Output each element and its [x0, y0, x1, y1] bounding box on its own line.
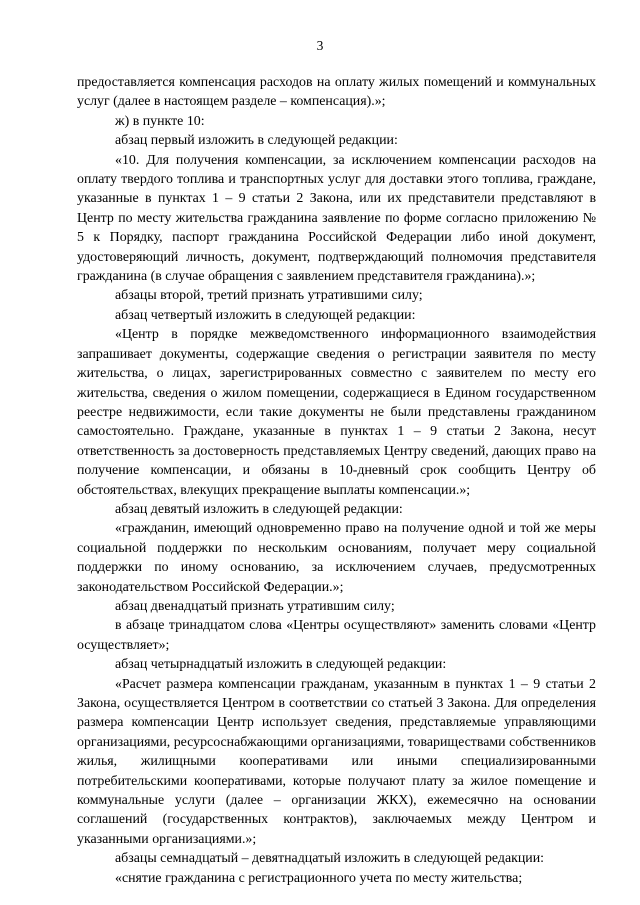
paragraph: «10. Для получения компенсации, за исключением компенсации расходов на оплату твердого топлива и транспортных услуг для доставки этого топлива, граждане, указанные в пунктах 1 – 9 статьи 2 Закона, или их представители представляют в Центр по месту жительства гражданина заявление по форме согласно приложению № 5 к Порядку, паспорт гражданина Российской Федерации либо иной документ, удостоверяющий личность, документ, подтверждающий полномочия представителя гражданина (в случае обращения с заявлением представителя гражданина).»;	[77, 152, 596, 285]
paragraph: в абзаце тринадцатом слова «Центры осуществляют» заменить словами «Центр осуществляет»;	[77, 618, 596, 653]
paragraph: «Расчет размера компенсации гражданам, указанным в пунктах 1 – 9 статьи 2 Закона, осуществляется Центром в соответствии со статьей 3 Закона. Для определения размера компенсации Центр использует сведения, представляемые управляющими организациями, ресурсоснабжающими организациями, товариществами собственников жилья, жилищными кооперативами или иными специализированными потребительскими кооперативами, которые получают плату за жилое помещение и коммунальные услуги (далее – организации ЖКХ), ежемесячно на основании соглашений (государственных контрактов), заключаемых между Центром и указанными организациями.»;	[77, 676, 596, 847]
document-body	[77, 73, 596, 888]
paragraph: абзац четырнадцатый изложить в следующей редакции:	[115, 657, 447, 673]
paragraph: ж) в пункте 10:	[115, 113, 205, 129]
paragraph: абзацы семнадцатый – девятнадцатый изложить в следующей редакции:	[115, 851, 545, 867]
paragraph: абзац четвертый изложить в следующей редакции:	[115, 307, 416, 323]
paragraph: абзац первый изложить в следующей редакции:	[115, 133, 398, 149]
paragraph: «снятие гражданина с регистрационного учета по месту жительства;	[115, 870, 523, 886]
paragraph: абзацы второй, третий признать утратившими силу;	[115, 288, 423, 304]
paragraph: предоставляется компенсация расходов на оплату жилых помещений и коммунальных услуг (далее в настоящем разделе – компенсация).»;	[77, 75, 596, 110]
paragraph: «Центр в порядке межведомственного информационного взаимодействия запрашивает документы, содержащие сведения о регистрации заявителя по месту жительства, о лицах, зарегистрированных совместно с заявителем по месту его жительства, сведения о жилом помещении, содержащиеся в Едином государственном реестре недвижимости, если такие документы не были представлены гражданином самостоятельно. Граждане, указанные в пунктах 1 – 9 статьи 2 Закона, несут ответственность за достоверность представляемых Центру сведений, дающих право на получение компенсации, и обязаны в 10-дневный срок сообщить Центру об обстоятельствах, влекущих прекращение выплаты компенсации.»;	[77, 327, 596, 498]
paragraph: «гражданин, имеющий одновременно право на получение одной и той же меры социальной поддержки по нескольким основаниям, получает меру социальной поддержки по иному основанию, за исключением случаев, предусмотренных законодательством Российской Федерации.»;	[77, 521, 596, 595]
page-number: 3	[316, 38, 324, 53]
paragraph: абзац девятый изложить в следующей редакции:	[115, 501, 403, 517]
paragraph: абзац двенадцатый признать утратившим силу;	[115, 598, 395, 614]
